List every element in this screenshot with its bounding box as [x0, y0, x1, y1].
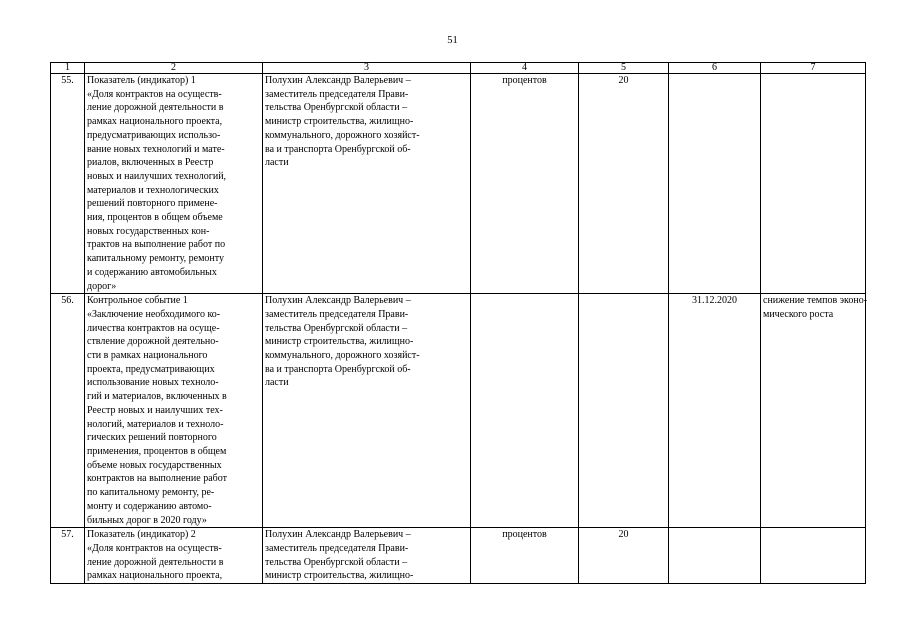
text-line: новых государственных кон- [87, 225, 210, 237]
text-line: нологий, материалов и техноло- [87, 418, 224, 430]
text-line: Полухин Александр Валерьевич – [265, 75, 411, 86]
column-header: 3 [263, 63, 471, 74]
text-line: ласти [265, 157, 289, 169]
unit-cell [471, 294, 579, 528]
text-line: личества контрактов на осуще- [87, 322, 220, 334]
text-line: решений повторного примене- [87, 198, 218, 210]
text-line: тельства Оренбургской области – [265, 556, 408, 568]
text-line: заместитель председателя Прави- [265, 308, 409, 320]
risk-cell [761, 74, 866, 294]
description-cell [85, 528, 263, 584]
text-line: тельства Оренбургской области – [265, 102, 408, 114]
text-line: Реестр новых и наилучших тех- [87, 404, 223, 416]
text-line: коммунального, дорожного хозяйст- [265, 350, 420, 362]
column-header: 1 [51, 63, 85, 74]
text-line: по капитальному ремонту, ре- [87, 487, 215, 499]
text-line: новых и наилучших технологий, [87, 170, 227, 182]
responsible-cell [263, 74, 471, 294]
responsible-cell [263, 528, 471, 584]
page-number: 51 [447, 35, 458, 46]
date-cell [669, 528, 761, 584]
row-number-cell: 55. [51, 74, 85, 294]
text-line: тельства Оренбургской области – [265, 322, 408, 334]
text-line: ление дорожной деятельности в [87, 102, 224, 114]
text-line: ния, процентов в общем объеме [87, 212, 223, 224]
column-header: 7 [761, 63, 866, 74]
description-cell [85, 294, 263, 528]
column-header: 4 [471, 63, 579, 74]
text-line: контрактов на выполнение работ [87, 473, 227, 485]
date-cell [669, 74, 761, 294]
unit-cell: процентов [471, 528, 579, 584]
unit-cell: процентов [471, 74, 579, 294]
text-line: ва и транспорта Оренбургской об- [265, 143, 411, 155]
value-cell: 20 [579, 74, 669, 294]
text-line: рамках национального проекта, [87, 570, 223, 582]
text-line: трактов на выполнение работ по [87, 239, 226, 251]
text-line: монту и содержанию автомо- [87, 500, 212, 512]
value-cell [579, 294, 669, 528]
table-row [51, 294, 866, 528]
value-cell: 20 [579, 528, 669, 584]
text-line: рамках национального проекта, [87, 116, 223, 128]
text-line: ление дорожной деятельности в [87, 556, 224, 568]
text-line: бильных дорог в 2020 году» [87, 514, 207, 526]
text-line: использование новых техноло- [87, 377, 219, 389]
table-row [51, 528, 866, 584]
text-line: министр строительства, жилищно- [265, 570, 414, 582]
document-table [50, 62, 866, 584]
text-line: дорог» [87, 280, 117, 292]
text-line: ствление дорожной деятельно- [87, 336, 219, 348]
text-line: коммунального, дорожного хозяйст- [265, 129, 420, 141]
text-line: и содержанию автомобильных [87, 266, 217, 278]
text-line: вание новых технологий и мате- [87, 143, 225, 155]
text-line: мического роста [763, 308, 834, 320]
text-line: Полухин Александр Валерьевич – [265, 295, 411, 307]
text-line: гических решений повторного [87, 432, 217, 444]
text-line: министр строительства, жилищно- [265, 116, 414, 128]
text-line: капитальному ремонту, ремонту [87, 253, 224, 265]
risk-cell [761, 294, 866, 528]
responsible-cell [263, 294, 471, 528]
text-line: проекта, предусматривающих [87, 363, 215, 375]
column-header: 6 [669, 63, 761, 74]
text-line: министр строительства, жилищно- [265, 336, 414, 348]
text-line: Показатель (индикатор) 2 [87, 529, 196, 541]
text-line: Полухин Александр Валерьевич – [265, 529, 411, 541]
text-line: Контрольное событие 1 [87, 295, 188, 307]
text-line: «Заключение необходимого ко- [87, 308, 221, 320]
column-header: 5 [579, 63, 669, 74]
text-line: предусматривающих использо- [87, 129, 221, 141]
text-line: Показатель (индикатор) 1 [87, 75, 196, 86]
table-row [51, 74, 866, 294]
text-line: материалов и технологических [87, 184, 219, 196]
column-header: 2 [85, 63, 263, 74]
date-cell: 31.12.2020 [669, 294, 761, 528]
text-line: заместитель председателя Прави- [265, 88, 409, 100]
text-line: гий и материалов, включенных в [87, 391, 227, 403]
risk-cell [761, 528, 866, 584]
text-line: сти в рамках национального [87, 350, 208, 362]
text-line: снижение темпов эконо- [763, 295, 868, 307]
text-line: «Доля контрактов на осуществ- [87, 88, 222, 100]
text-line: заместитель председателя Прави- [265, 542, 409, 554]
text-line: ва и транспорта Оренбургской об- [265, 363, 411, 375]
text-line: объеме новых государственных [87, 459, 222, 471]
text-line: ласти [265, 377, 289, 389]
text-line: «Доля контрактов на осуществ- [87, 542, 222, 554]
table-header-row [51, 63, 866, 74]
row-number-cell: 56. [51, 294, 85, 528]
text-line: применения, процентов в общем [87, 445, 227, 457]
row-number-cell: 57. [51, 528, 85, 584]
text-line: риалов, включенных в Реестр [87, 157, 214, 169]
description-cell [85, 74, 263, 294]
